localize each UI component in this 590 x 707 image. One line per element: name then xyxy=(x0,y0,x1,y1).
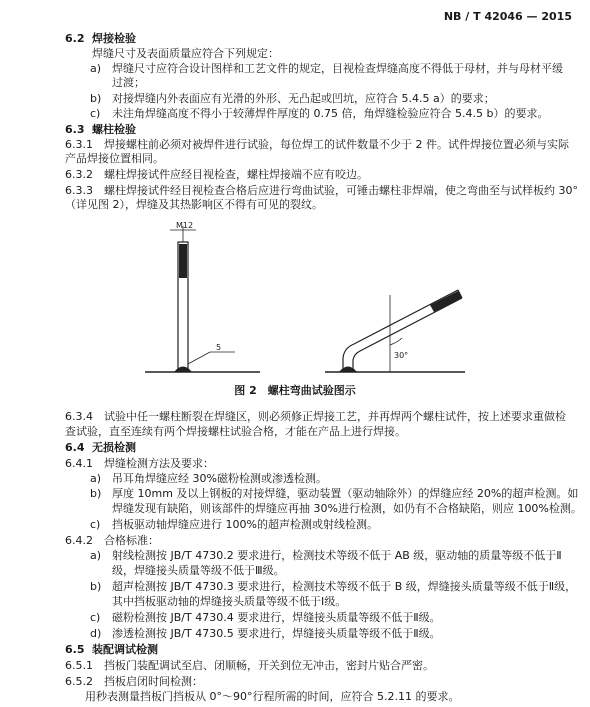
clause-number: a) xyxy=(90,472,102,485)
section-heading: 无损检测 xyxy=(92,441,136,454)
text-line: 对接焊缝内外表面应有光滑的外形、无凸起或凹坑，应符合 5.4.5 a）的要求； xyxy=(112,92,495,105)
clause-number: c) xyxy=(90,611,101,624)
clause-number: 6.4 xyxy=(65,441,85,454)
clause-number: 6.3.2 xyxy=(65,168,93,181)
clause-number: b) xyxy=(90,487,102,500)
text-line: 级，焊缝接头质量等级不低于Ⅲ级。 xyxy=(112,564,285,577)
text-line: 螺柱焊接试件经目视检查合格后应进行弯曲试验，可锤击螺柱非焊端，使之弯曲至与试样板约 30° xyxy=(104,184,578,197)
clause-number: 6.4.2 xyxy=(65,534,93,547)
text-line: 其中挡板驱动轴的焊缝接头质量等级不低于Ⅰ级。 xyxy=(112,595,347,608)
clause-number: 6.5 xyxy=(65,643,85,656)
text-line: 用秒表测量挡板门挡板从 0°～90°行程所需的时间，应符合 5.2.11 的要求。 xyxy=(85,690,460,703)
clause-number: b) xyxy=(90,580,102,593)
left-stud-thread xyxy=(179,244,187,278)
text-line: 磁粉检测按 JB/T 4730.4 要求进行，焊缝接头质量等级不低于Ⅱ级。 xyxy=(112,611,441,624)
text-line: 焊缝尺寸应符合设计图样和工艺文件的规定，目视检查焊缝高度不得低于母材，并与母材平缓 xyxy=(112,62,563,75)
text-line: 焊缝发现有缺陷，则该部件的焊缝应再抽 30%进行检测，如仍有不合格缺陷，则应 100%检测。 xyxy=(112,502,582,515)
clause-number: 6.3 xyxy=(65,123,85,136)
text-line: 挡板驱动轴焊缝应进行 100%的超声检测或射线检测。 xyxy=(112,518,378,531)
text-line: 合格标准： xyxy=(104,534,159,547)
standard-code: NB / T 42046 — 2015 xyxy=(443,10,572,23)
text-line: 产品焊接位置相同。 xyxy=(65,152,164,165)
angle-arc xyxy=(390,338,402,345)
section-heading: 装配调试检测 xyxy=(92,643,158,656)
text-line: 厚度 10mm 及以上钢板的对接焊缝，驱动装置（驱动轴除外）的焊缝应经 20%的超声检测。如 xyxy=(112,487,579,500)
text-line: 渗透检测按 JB/T 4730.5 要求进行，焊缝接头质量等级不低于Ⅱ级。 xyxy=(112,627,441,640)
clause-number: 6.3.1 xyxy=(65,138,93,151)
clause-number: c) xyxy=(90,107,101,120)
text-line: 挡板门装配调试至启、闭顺畅，开关到位无冲击，密封片贴合严密。 xyxy=(104,659,434,672)
stud-bending-figure xyxy=(140,220,470,390)
section-heading: 焊接检验 xyxy=(92,32,136,45)
clause-number: 6.3.3 xyxy=(65,184,93,197)
text-line: 焊缝尺寸及表面质量应符合下列规定： xyxy=(92,47,279,60)
clause-number: 6.5.2 xyxy=(65,675,93,688)
m12-label: M12 xyxy=(176,221,194,230)
text-line: 超声检测按 JB/T 4730.3 要求进行，检测技术等级不低于 B 级，焊缝接头质量等级不低于Ⅱ级， xyxy=(112,580,577,593)
clause-number: 6.2 xyxy=(65,32,85,45)
clause-number: b) xyxy=(90,92,102,105)
section-heading: 螺柱检验 xyxy=(92,123,136,136)
text-line: 查试验，直至连续有两个焊接螺柱试验合格，才能在产品上进行焊接。 xyxy=(65,425,406,438)
clause-number: 6.3.4 xyxy=(65,410,93,423)
text-line: （详见图 2），焊缝及其热影响区不得有可见的裂纹。 xyxy=(65,198,323,211)
figure-caption: 图 2 螺柱弯曲试验图示 xyxy=(234,384,356,397)
clause-number: c) xyxy=(90,518,101,531)
clause-number: 6.5.1 xyxy=(65,659,93,672)
text-line: 螺柱焊接试件应经目视检查，螺柱焊接端不应有咬边。 xyxy=(104,168,368,181)
text-line: 过渡； xyxy=(112,76,145,89)
text-line: 焊缝检测方法及要求： xyxy=(104,457,214,470)
text-line: 未注角焊缝高度不得小于较薄焊件厚度的 0.75 倍，角焊缝检验应符合 5.4.5 b）的要求。 xyxy=(112,107,549,120)
clause-number: a) xyxy=(90,62,102,75)
text-line: 挡板启闭时间检测： xyxy=(104,675,203,688)
weld-size-label: 5 xyxy=(216,343,222,352)
clause-number: 6.4.1 xyxy=(65,457,93,470)
text-line: 试验中任一螺柱断裂在焊缝区，则必须修正焊接工艺，并再焊两个螺柱试件，按上述要求重做检 xyxy=(104,410,566,423)
clause-number: a) xyxy=(90,549,102,562)
text-line: 吊耳角焊缝应经 30%磁粉检测或渗透检测。 xyxy=(112,472,327,485)
weld-leader xyxy=(188,352,210,364)
right-weld xyxy=(339,367,357,373)
clause-number: d) xyxy=(90,627,102,640)
angle-label: 30° xyxy=(394,351,409,360)
left-weld xyxy=(174,367,192,373)
text-line: 焊接螺柱前必须对被焊件进行试验，每位焊工的试件数量不少于 2 件。试件焊接位置必须与实际 xyxy=(104,138,569,151)
text-line: 射线检测按 JB/T 4730.2 要求进行，检测技术等级不低于 AB 级，驱动轴的质量等级不低于Ⅱ xyxy=(112,549,562,562)
